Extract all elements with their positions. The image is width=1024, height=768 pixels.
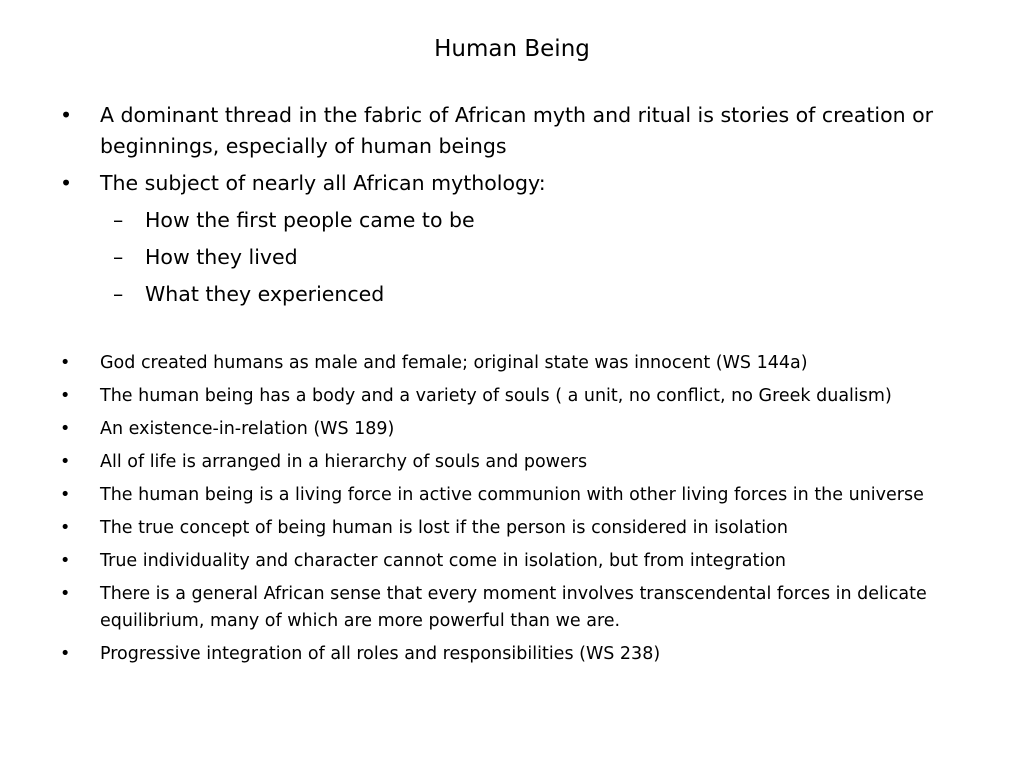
bullet-text: The true concept of being human is lost if the person is considered in isolation <box>100 518 788 538</box>
bullet-text: True individuality and character cannot come in isolation, but from integration <box>100 551 786 571</box>
slide-title: Human Being <box>434 36 590 62</box>
bullet-text: God created humans as male and female; original state was innocent (WS 144a) <box>100 353 808 373</box>
bullet-icon: • <box>60 353 71 373</box>
list-item <box>0 205 945 236</box>
list-item <box>0 100 942 162</box>
bullet-icon: • <box>60 584 71 604</box>
dash-icon: – <box>113 245 124 269</box>
bullet-icon: • <box>60 644 71 664</box>
bullet-text: A dominant thread in the fabric of African myth and ritual is stories of creation or beginnings, especially of human beings <box>100 103 934 158</box>
bullet-text: The subject of nearly all African mythology: <box>100 171 546 195</box>
minor-bullet-list <box>0 350 1024 674</box>
list-item <box>0 449 980 476</box>
list-item <box>0 242 945 273</box>
bullet-text: All of life is arranged in a hierarchy of souls and powers <box>100 452 588 472</box>
list-item <box>0 515 980 542</box>
bullet-icon: • <box>60 171 73 195</box>
list-item <box>0 482 980 509</box>
sub-item-text: How they lived <box>145 245 298 269</box>
bullet-icon: • <box>60 551 71 571</box>
bullet-icon: • <box>60 103 73 127</box>
list-item <box>0 383 980 410</box>
list-item <box>0 279 945 310</box>
list-item <box>0 416 980 443</box>
bullet-icon: • <box>60 518 71 538</box>
sub-item-list <box>0 205 1024 316</box>
bullet-text: The human being is a living force in active communion with other living forces in the universe <box>100 485 924 505</box>
bullet-text: An existence-in-relation (WS 189) <box>100 419 395 439</box>
dash-icon: – <box>113 208 124 232</box>
bullet-text: The human being has a body and a variety of souls ( a unit, no conflict, no Greek dualism) <box>100 386 892 406</box>
bullet-icon: • <box>60 386 71 406</box>
bullet-text: There is a general African sense that every moment involves transcendental forces in delicate equilibrium, many of which are more powerful than we are. <box>100 584 927 631</box>
sub-item-text: What they experienced <box>145 282 385 306</box>
dash-icon: – <box>113 282 124 306</box>
bullet-icon: • <box>60 485 71 505</box>
major-bullet-list <box>0 100 1024 205</box>
list-item <box>0 581 980 635</box>
list-item <box>0 350 980 377</box>
sub-item-text: How the first people came to be <box>145 208 475 232</box>
list-item <box>0 548 980 575</box>
bullet-icon: • <box>60 419 71 439</box>
list-item <box>0 168 942 199</box>
list-item <box>0 641 980 668</box>
bullet-text: Progressive integration of all roles and responsibilities (WS 238) <box>100 644 661 664</box>
bullet-icon: • <box>60 452 71 472</box>
